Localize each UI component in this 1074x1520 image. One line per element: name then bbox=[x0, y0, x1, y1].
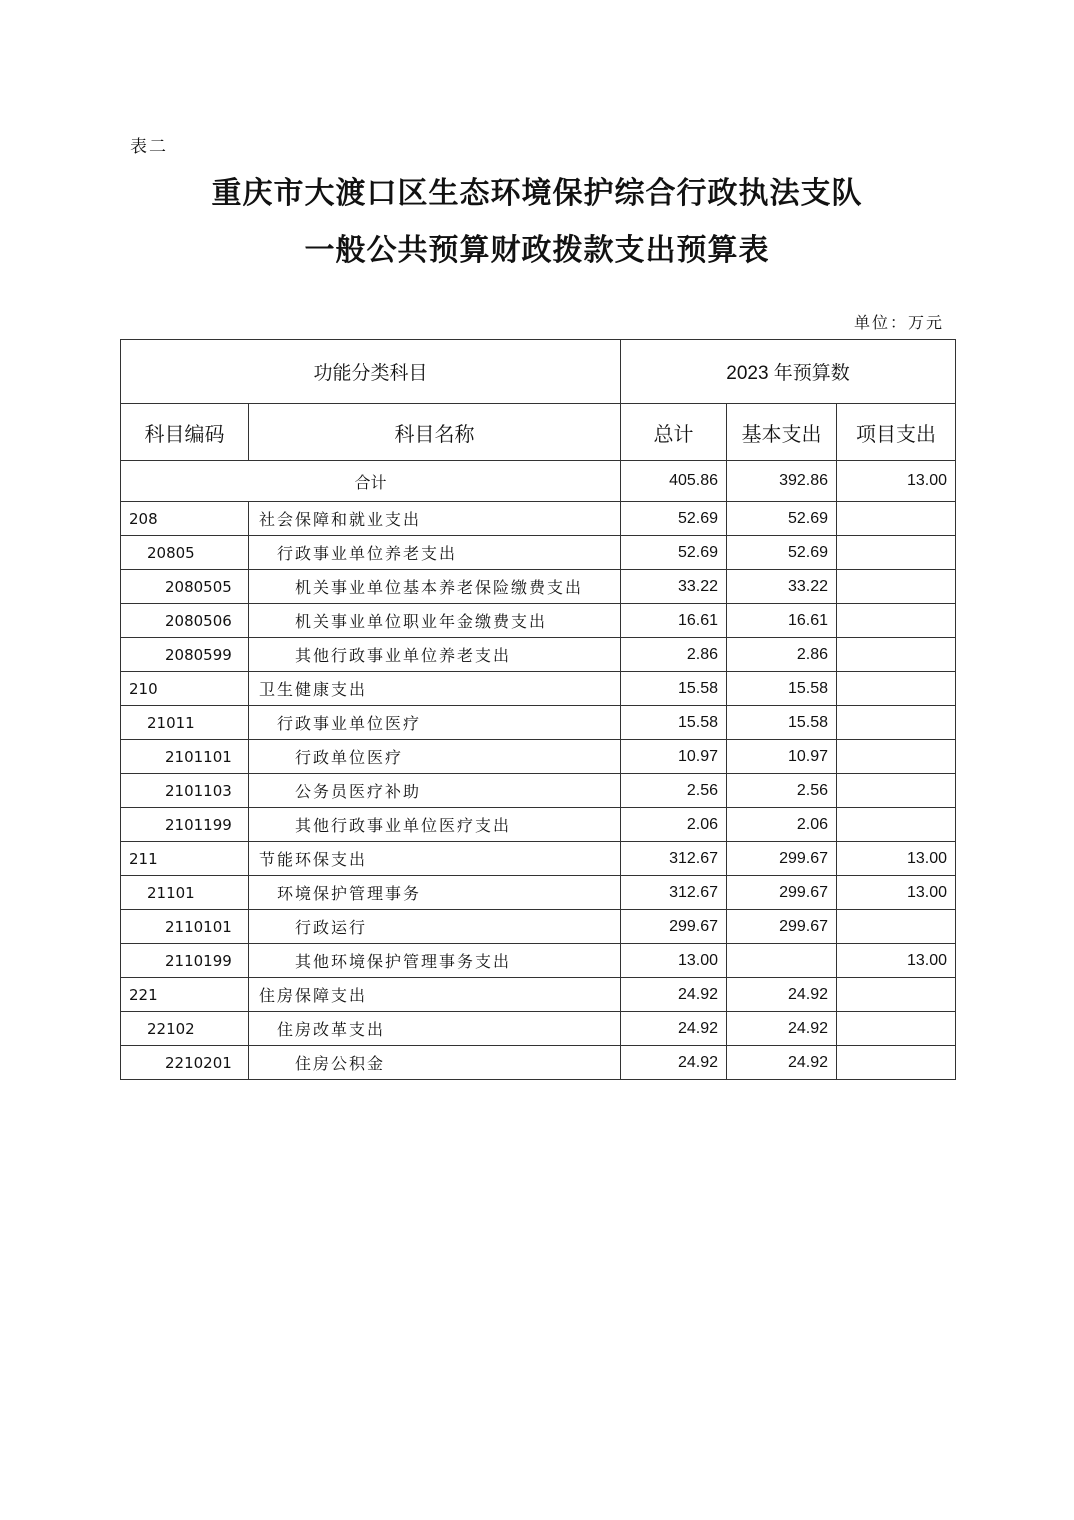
header-name: 科目名称 bbox=[249, 404, 621, 461]
table-row bbox=[121, 740, 956, 774]
cell-code: 2210201 bbox=[121, 1046, 249, 1080]
header-row-1 bbox=[121, 340, 956, 404]
table-row bbox=[121, 978, 956, 1012]
table-row bbox=[121, 1046, 956, 1080]
cell-name: 行政事业单位养老支出 bbox=[249, 536, 621, 570]
table-row bbox=[121, 842, 956, 876]
cell-basic: 299.67 bbox=[727, 842, 837, 876]
cell-project bbox=[837, 1046, 956, 1080]
cell-name: 住房保障支出 bbox=[249, 978, 621, 1012]
cell-name: 机关事业单位基本养老保险缴费支出 bbox=[249, 570, 621, 604]
table-row bbox=[121, 944, 956, 978]
cell-code: 2110199 bbox=[121, 944, 249, 978]
page-label: 表二 bbox=[130, 137, 168, 157]
cell-project: 13.00 bbox=[837, 876, 956, 910]
cell-name: 机关事业单位职业年金缴费支出 bbox=[249, 604, 621, 638]
cell-code: 21011 bbox=[121, 706, 249, 740]
total-basic: 392.86 bbox=[727, 461, 837, 502]
cell-basic: 52.69 bbox=[727, 536, 837, 570]
cell-name: 节能环保支出 bbox=[249, 842, 621, 876]
cell-name: 公务员医疗补助 bbox=[249, 774, 621, 808]
header-function-classification: 功能分类科目 bbox=[121, 340, 621, 404]
cell-basic: 15.58 bbox=[727, 672, 837, 706]
cell-project bbox=[837, 774, 956, 808]
cell-basic: 24.92 bbox=[727, 1046, 837, 1080]
cell-basic: 33.22 bbox=[727, 570, 837, 604]
cell-total: 13.00 bbox=[621, 944, 727, 978]
cell-basic: 299.67 bbox=[727, 876, 837, 910]
cell-basic bbox=[727, 944, 837, 978]
cell-basic: 2.56 bbox=[727, 774, 837, 808]
budget-table bbox=[120, 339, 956, 1080]
table-row bbox=[121, 808, 956, 842]
document-title-line1: 重庆市大渡口区生态环境保护综合行政执法支队 bbox=[211, 176, 863, 211]
cell-project bbox=[837, 978, 956, 1012]
cell-project bbox=[837, 536, 956, 570]
cell-project bbox=[837, 740, 956, 774]
cell-total: 2.86 bbox=[621, 638, 727, 672]
cell-total: 24.92 bbox=[621, 1046, 727, 1080]
cell-code: 211 bbox=[121, 842, 249, 876]
cell-code: 2080505 bbox=[121, 570, 249, 604]
table-row bbox=[121, 638, 956, 672]
header-basic: 基本支出 bbox=[727, 404, 837, 461]
cell-code: 208 bbox=[121, 502, 249, 536]
cell-total: 33.22 bbox=[621, 570, 727, 604]
cell-name: 社会保障和就业支出 bbox=[249, 502, 621, 536]
total-total: 405.86 bbox=[621, 461, 727, 502]
cell-name: 行政单位医疗 bbox=[249, 740, 621, 774]
table-row bbox=[121, 706, 956, 740]
cell-project: 13.00 bbox=[837, 842, 956, 876]
cell-project bbox=[837, 638, 956, 672]
cell-code: 2080506 bbox=[121, 604, 249, 638]
cell-code: 21101 bbox=[121, 876, 249, 910]
cell-project bbox=[837, 910, 956, 944]
cell-total: 10.97 bbox=[621, 740, 727, 774]
cell-name: 其他环境保护管理事务支出 bbox=[249, 944, 621, 978]
total-row bbox=[121, 461, 956, 502]
cell-basic: 2.86 bbox=[727, 638, 837, 672]
cell-total: 24.92 bbox=[621, 1012, 727, 1046]
cell-total: 2.56 bbox=[621, 774, 727, 808]
header-row-2 bbox=[121, 404, 956, 461]
table-row bbox=[121, 536, 956, 570]
cell-project bbox=[837, 570, 956, 604]
cell-name: 行政运行 bbox=[249, 910, 621, 944]
table-row bbox=[121, 876, 956, 910]
cell-total: 15.58 bbox=[621, 706, 727, 740]
cell-project bbox=[837, 706, 956, 740]
cell-basic: 52.69 bbox=[727, 502, 837, 536]
table-row bbox=[121, 774, 956, 808]
total-project: 13.00 bbox=[837, 461, 956, 502]
cell-code: 22102 bbox=[121, 1012, 249, 1046]
cell-code: 2101101 bbox=[121, 740, 249, 774]
cell-name: 住房公积金 bbox=[249, 1046, 621, 1080]
cell-project bbox=[837, 604, 956, 638]
cell-total: 2.06 bbox=[621, 808, 727, 842]
cell-basic: 2.06 bbox=[727, 808, 837, 842]
cell-code: 221 bbox=[121, 978, 249, 1012]
cell-code: 20805 bbox=[121, 536, 249, 570]
cell-project bbox=[837, 1012, 956, 1046]
cell-basic: 16.61 bbox=[727, 604, 837, 638]
cell-basic: 15.58 bbox=[727, 706, 837, 740]
cell-total: 15.58 bbox=[621, 672, 727, 706]
cell-name: 行政事业单位医疗 bbox=[249, 706, 621, 740]
cell-name: 环境保护管理事务 bbox=[249, 876, 621, 910]
document-title-line2: 一般公共预算财政拨款支出预算表 bbox=[304, 233, 770, 268]
cell-project bbox=[837, 672, 956, 706]
cell-total: 299.67 bbox=[621, 910, 727, 944]
cell-code: 2080599 bbox=[121, 638, 249, 672]
total-label: 合计 bbox=[121, 461, 621, 502]
header-code: 科目编码 bbox=[121, 404, 249, 461]
table-row bbox=[121, 1012, 956, 1046]
cell-basic: 24.92 bbox=[727, 1012, 837, 1046]
cell-project bbox=[837, 808, 956, 842]
table-row bbox=[121, 570, 956, 604]
header-budget-year: 2023 年预算数 bbox=[621, 340, 956, 404]
cell-total: 52.69 bbox=[621, 536, 727, 570]
unit-label: 单位：万元 bbox=[853, 313, 944, 332]
cell-basic: 10.97 bbox=[727, 740, 837, 774]
cell-code: 2101103 bbox=[121, 774, 249, 808]
table-row bbox=[121, 502, 956, 536]
header-project: 项目支出 bbox=[837, 404, 956, 461]
cell-total: 52.69 bbox=[621, 502, 727, 536]
cell-project bbox=[837, 502, 956, 536]
cell-total: 312.67 bbox=[621, 842, 727, 876]
cell-basic: 299.67 bbox=[727, 910, 837, 944]
cell-total: 312.67 bbox=[621, 876, 727, 910]
table-row bbox=[121, 672, 956, 706]
cell-total: 16.61 bbox=[621, 604, 727, 638]
table-row bbox=[121, 604, 956, 638]
cell-code: 2101199 bbox=[121, 808, 249, 842]
cell-code: 210 bbox=[121, 672, 249, 706]
cell-project: 13.00 bbox=[837, 944, 956, 978]
cell-name: 卫生健康支出 bbox=[249, 672, 621, 706]
table-row bbox=[121, 910, 956, 944]
header-total: 总计 bbox=[621, 404, 727, 461]
cell-name: 其他行政事业单位养老支出 bbox=[249, 638, 621, 672]
cell-code: 2110101 bbox=[121, 910, 249, 944]
cell-total: 24.92 bbox=[621, 978, 727, 1012]
cell-name: 住房改革支出 bbox=[249, 1012, 621, 1046]
cell-basic: 24.92 bbox=[727, 978, 837, 1012]
cell-name: 其他行政事业单位医疗支出 bbox=[249, 808, 621, 842]
